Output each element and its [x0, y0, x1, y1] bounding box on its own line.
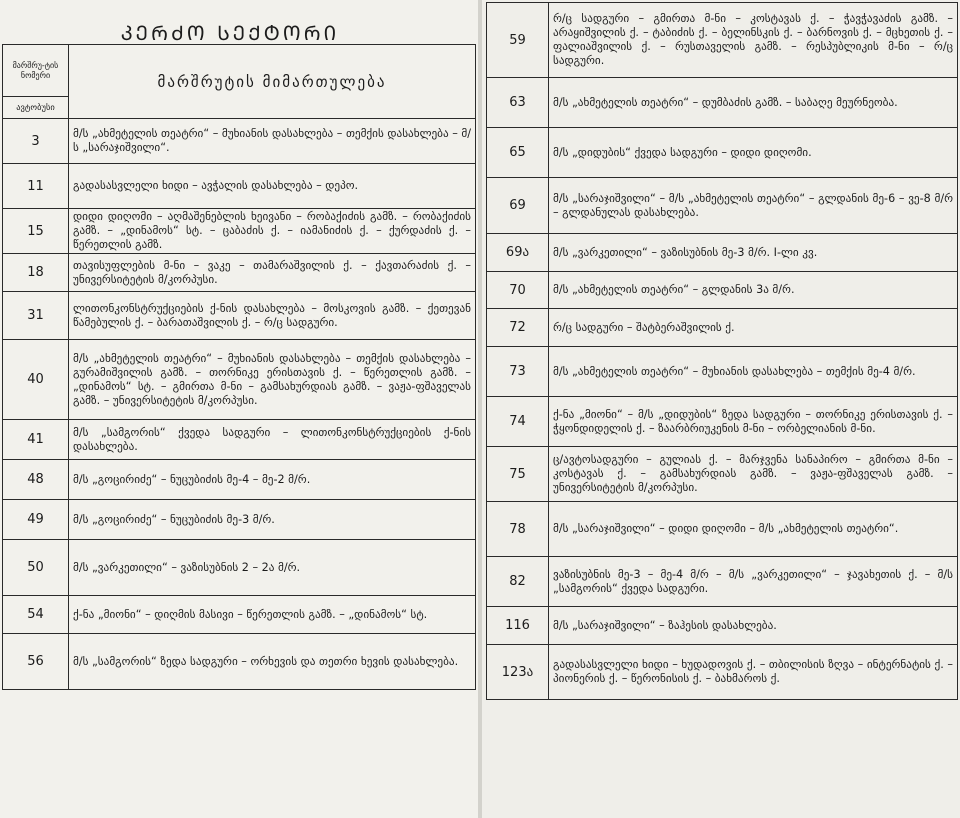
- table-row: [487, 128, 958, 178]
- right-route-rows: [487, 3, 958, 700]
- table-row: [3, 460, 476, 500]
- route-number: 123ა: [487, 645, 549, 700]
- right-route-table: [486, 2, 958, 700]
- route-direction: მ/ს „ვარკეთილი“ – ვაზისუბნის მე-3 მ/რ. I-ლი კვ.: [549, 234, 958, 272]
- route-number: 56: [3, 634, 69, 690]
- route-direction: რ/ც სადგური – გმირთა მ-ნი – კოსტავას ქ. – ჭავჭავაძის გამზ. – არაყიშვილის ქ. – ტაბიძის ქ. – ბელინსკის ქ. – ბარნოვის ქ. – მცხეთის ქ. – ფალიაშვილის ქ. – რუსთაველის გამზ. – რესპუბლიკის მ-ნი – რ/ც სადგური.: [549, 3, 958, 78]
- table-row: [487, 397, 958, 447]
- table-row: [3, 164, 476, 209]
- route-number: 72: [487, 309, 549, 347]
- route-direction: ვაზისუბნის მე-3 – მე-4 მ/რ – მ/ს „ვარკეთილი“ – ჯავახეთის ქ. – მ/ს „სამგორის“ ქვედა სადგური.: [549, 557, 958, 607]
- route-direction: მ/ს „გოცირიძე“ – ნუცუბიძის მე-4 – მე-2 მ/რ.: [69, 460, 476, 500]
- route-direction: თავისუფლების მ-ნი – ვაკე – თამარაშვილის ქ. – ქავთარაძის ქ. – უნივერსიტეტის მ/კორპუსი.: [69, 254, 476, 292]
- route-direction: მ/ს „ახმეტელის თეატრი“ – მუხიანის დასახლება – თემქის დასახლება – გურამიშვილის გამზ. – თორნიკე ერისთავის ქ. – წერეთლის გამზ. – „დინამოს“ სტ. – გმირთა მ-ნი – გამსახურდიას გამზ. – ვაჟა-ფშაველას გამზ. – უნივერსიტეტის მ/კორპუსი.: [69, 340, 476, 420]
- route-direction: მ/ს „ახმეტელის თეატრი“ – მუხიანის დასახლება – თემქის დასახლება – მ/ს „სარაჯიშვილი“.: [69, 119, 476, 164]
- table-row: [487, 607, 958, 645]
- table-row: [3, 209, 476, 254]
- table-row: [3, 540, 476, 596]
- route-number: 15: [3, 209, 69, 254]
- route-number: 70: [487, 272, 549, 309]
- route-direction: მ/ს „სამგორის“ ზედა სადგური – ორხევის და თეთრი ხევის დასახლება.: [69, 634, 476, 690]
- route-direction: მ/ს „სამგორის“ ქვედა სადგური – ლითონკონსტრუქციების ქ-ნის დასახლება.: [69, 420, 476, 460]
- route-direction: რ/ც სადგური – შატბერაშვილის ქ.: [549, 309, 958, 347]
- table-row: [3, 596, 476, 634]
- route-direction: ქ-ნა „მიონი“ – დიღმის მასივი – წერეთლის გამზ. – „დინამოს“ სტ.: [69, 596, 476, 634]
- route-number: 69: [487, 178, 549, 234]
- route-number: 49: [3, 500, 69, 540]
- route-number: 31: [3, 292, 69, 340]
- route-direction-header: მარშრუტის მიმართულება: [69, 45, 476, 119]
- route-number: 73: [487, 347, 549, 397]
- route-direction: დიდი დიღომი – აღმაშენებლის ხეივანი – რობაქიძის გამზ. – რობაქიძის გამზ. – „დინამოს“ სტ. – ცაბაძის ქ. – იამანიძის ქ. – ქურდაძის ქ. – წერეთლის გამზ.: [69, 209, 476, 254]
- route-direction: მ/ს „ახმეტელის თეატრი“ – გლდანის 3ა მ/რ.: [549, 272, 958, 309]
- table-row: [3, 340, 476, 420]
- route-number: 65: [487, 128, 549, 178]
- table-row: [3, 500, 476, 540]
- route-direction: მ/ს „დიდუბის“ ქვედა სადგური – დიდი დიღომი.: [549, 128, 958, 178]
- route-number: 48: [3, 460, 69, 500]
- route-direction: მ/ს „ვარკეთილი“ – ვაზისუბნის 2 – 2ა მ/რ.: [69, 540, 476, 596]
- table-row: [487, 557, 958, 607]
- route-number: 75: [487, 447, 549, 502]
- route-number: 18: [3, 254, 69, 292]
- left-page: [0, 0, 478, 818]
- table-row: [487, 178, 958, 234]
- route-direction: მ/ს „გოცირიძე“ – ნუცუბიძის მე-3 მ/რ.: [69, 500, 476, 540]
- bus-subheader: ავტობუსი: [3, 97, 69, 119]
- route-number-header: მარშრუ-ტის ნომერი: [3, 45, 69, 97]
- table-row: [487, 272, 958, 309]
- route-number: 41: [3, 420, 69, 460]
- route-direction: მ/ს „ახმეტელის თეატრი“ – დუმბაძის გამზ. – საბაღე მეურნეობა.: [549, 78, 958, 128]
- right-page: [482, 0, 960, 818]
- left-route-rows: [3, 119, 476, 690]
- table-row: [3, 634, 476, 690]
- route-direction: გადასასვლელი ხიდი – ავჭალის დასახლება – დეპო.: [69, 164, 476, 209]
- table-row: [3, 119, 476, 164]
- route-number: 63: [487, 78, 549, 128]
- table-row: [487, 309, 958, 347]
- route-number: 3: [3, 119, 69, 164]
- route-direction: მ/ს „ახმეტელის თეატრი“ – მუხიანის დასახლება – თემქის მე-4 მ/რ.: [549, 347, 958, 397]
- table-row: [3, 292, 476, 340]
- sector-title: ᲙᲔᲠᲫᲝ ᲡᲔᲥᲢᲝᲠᲘ: [120, 21, 340, 46]
- table-row: [487, 234, 958, 272]
- route-direction: ქ-ნა „მიონი“ – მ/ს „დიდუბის“ ზედა სადგური – თორნიკე ერისთავის ქ. – ჭყონდიდელის ქ. – ზაარბრიუკენის მ-ნი – ორბელიანის მ-ნი.: [549, 397, 958, 447]
- route-number: 40: [3, 340, 69, 420]
- table-row: [487, 447, 958, 502]
- route-number: 82: [487, 557, 549, 607]
- table-row: [487, 347, 958, 397]
- route-direction: გადასასვლელი ხიდი – ხუდადოვის ქ. – თბილისის ზღვა – ინტერნატის ქ. – პიონერის ქ. – წერონისის ქ. – ბახმაროს ქ.: [549, 645, 958, 700]
- route-direction: მ/ს „სარაჯიშვილი“ – მ/ს „ახმეტელის თეატრი“ – გლდანის მე-6 – ვე-8 მ/რ – გლდანულას დასახლება.: [549, 178, 958, 234]
- route-number: 54: [3, 596, 69, 634]
- table-row: [487, 645, 958, 700]
- route-number: 69ა: [487, 234, 549, 272]
- left-route-table: [2, 44, 476, 690]
- table-row: [487, 3, 958, 78]
- route-number: 78: [487, 502, 549, 557]
- route-number: 59: [487, 3, 549, 78]
- route-direction: ც/ავტოსადგური – გულიას ქ. – მარჯვენა სანაპირო – გმირთა მ-ნი – კოსტავას ქ. – გამსახურდიას გამზ. – ვაჟა-ფშაველას გამზ. – უნივერსიტეტის მ/კორპუსი.: [549, 447, 958, 502]
- route-direction: ლითონკონსტრუქციების ქ-ნის დასახლება – მოსკოვის გამზ. – ქეთევან წამებულის ქ. – ბარათაშვილის ქ. – რ/ც სადგური.: [69, 292, 476, 340]
- table-row: [487, 78, 958, 128]
- table-row: [3, 254, 476, 292]
- table-row: [3, 420, 476, 460]
- route-number: 11: [3, 164, 69, 209]
- route-direction: მ/ს „სარაჯიშვილი“ – ზაჰესის დასახლება.: [549, 607, 958, 645]
- route-direction: მ/ს „სარაჯიშვილი“ – დიდი დიღომი – მ/ს „ახმეტელის თეატრი“.: [549, 502, 958, 557]
- route-number: 50: [3, 540, 69, 596]
- route-number: 116: [487, 607, 549, 645]
- route-number: 74: [487, 397, 549, 447]
- table-row: [487, 502, 958, 557]
